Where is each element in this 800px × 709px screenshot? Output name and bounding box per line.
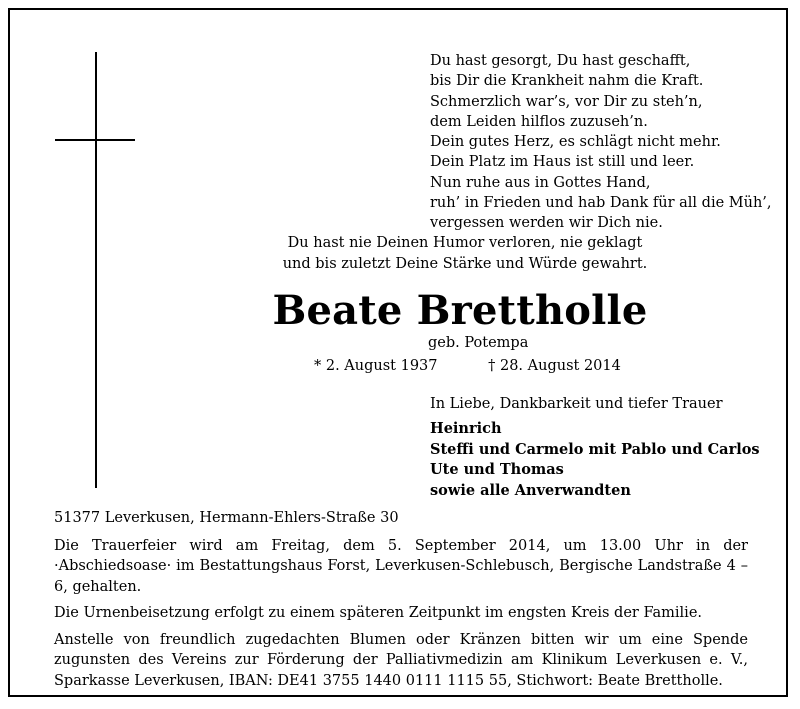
poem-line: Schmerzlich war’s, vor Dir zu steh’n, — [430, 93, 703, 110]
maiden-name: geb. Potempa — [428, 335, 529, 351]
address: 51377 Leverkusen, Hermann-Ehlers-Straße 30 — [54, 510, 399, 526]
intro-line: Du hast nie Deinen Humor verloren, nie geklagt — [287, 235, 643, 251]
poem-line: Du hast gesorgt, Du hast geschafft, — [430, 53, 691, 69]
family-member: Ute und Thomas — [430, 461, 564, 478]
poem-line: ruh’ in Frieden und hab Dank für all die Müh’, — [430, 195, 772, 212]
intro-line: und bis zuletzt Deine Stärke und Würde gewahrt. — [282, 255, 648, 272]
mourning-line: In Liebe, Dankbarkeit und tiefer Trauer — [430, 396, 723, 412]
poem-line: dem Leiden hilflos zuzuseh’n. — [430, 113, 648, 130]
funeral-info: Die Trauerfeier wird am Freitag, dem 5. September 2014, um 13.00 Uhr in der ·Abschiedsoase· im Bestattungshaus Forst, Leverkusen-Schlebusch, Bergische Landstraße 4 – 6, gehalten. — [54, 537, 748, 595]
life-dates — [314, 356, 621, 376]
poem-line: vergessen werden wir Dich nie. — [430, 215, 663, 232]
cross-icon-crossbar — [55, 139, 135, 141]
notice-details — [54, 508, 748, 697]
family-member: Heinrich — [430, 420, 502, 437]
family-list — [430, 419, 760, 501]
deceased-name: Beate Brettholle — [272, 287, 648, 334]
cross-icon — [95, 52, 97, 488]
donation-info: Anstelle von freundlich zugedachten Blumen oder Kränzen bitten wir um eine Spende zugunsten des Vereins zur Förderung der Palliativmedizin am Klinikum Leverkusen e. V., Sparkasse Leverkusen, IBAN: DE41 3755 1440 0111 1115 55, Stichwort: Beate Brettholle. — [54, 631, 748, 689]
poem-line: Nun ruhe aus in Gottes Hand, — [430, 174, 651, 191]
poem-line: bis Dir die Krankheit nahm die Kraft. — [430, 73, 704, 90]
birth-date: * 2. August 1937 — [314, 358, 438, 374]
family-member: sowie alle Anverwandten — [430, 481, 631, 499]
death-date: † 28. August 2014 — [488, 358, 621, 374]
intro-text — [270, 233, 660, 274]
family-member: Steffi und Carmelo mit Pablo und Carlos — [430, 440, 760, 458]
poem-line: Dein Platz im Haus ist still und leer. — [430, 154, 695, 171]
poem-line: Dein gutes Herz, es schlägt nicht mehr. — [430, 134, 721, 151]
poem — [430, 51, 772, 234]
urn-info: Die Urnenbeisetzung erfolgt zu einem späteren Zeitpunkt im engsten Kreis der Familie. — [54, 605, 703, 621]
